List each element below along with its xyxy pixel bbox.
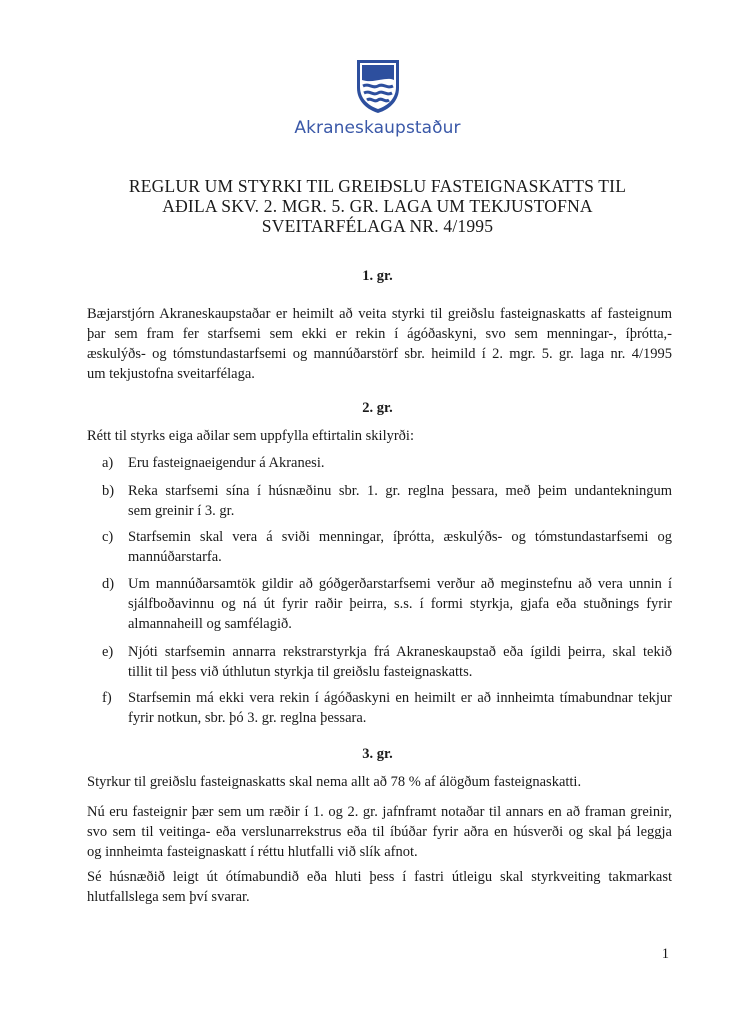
header-logo [0, 58, 755, 138]
text-line: Njóti starfsemin annarra rekstrarstyrkja frá Akraneskaupstað eða ígildi þeirra, skal tekið [128, 644, 672, 660]
list-item-text [128, 481, 672, 521]
text-line: mannúðarstarfa. [128, 549, 222, 565]
title-line: REGLUR UM STYRKI TIL GREIÐSLU FASTEIGNASKATTS TIL [128, 176, 627, 196]
text-line: tillit til þess við úthlutun styrkja til greiðslu fasteignaskatts. [128, 664, 473, 680]
text-line: Sé húsnæðið leigt út ótímabundið eða hluti þess í fastri útleigu skal styrkveiting takmarkast [87, 869, 672, 885]
list-marker: b) [102, 483, 115, 499]
section-2-heading: 2. gr. [362, 400, 393, 416]
list-item-text [128, 642, 672, 682]
list-marker: c) [102, 529, 114, 545]
org-name: Akraneskaupstaður [294, 118, 461, 138]
section-3-paragraph-3 [87, 867, 672, 907]
text-line: Starfsemin má ekki vera rekin í ágóðaskyni en heimilt er að innheimta tímabundnar tekjur [128, 690, 672, 706]
text-line: Nú eru fasteignir þær sem um ræðir í 1. og 2. gr. jafnframt notaðar til annars en að framan greinir, [87, 804, 672, 820]
text-line: svo sem til veitinga- eða verslunarrekstrus eða til íbúðar fyrir aðra en húsverði og skal þá leggja [87, 824, 672, 840]
text-line: þar sem fram fer starfsemi sem ekki er rekin í ágóðaskyni, svo sem menningar-, íþrótta,- [87, 326, 672, 342]
section-1-paragraph [87, 304, 672, 384]
title-line: SVEITARFÉLAGA NR. 4/1995 [261, 216, 494, 236]
document-title [100, 176, 655, 236]
text-line: sjálfboðavinnu og ná út fyrir raðir þeirra, s.s. í formi styrkja, gjafa eða stuðnings fyrir [128, 596, 672, 612]
title-line: AÐILA SKV. 2. MGR. 5. GR. LAGA UM TEKJUSTOFNA [162, 196, 593, 216]
list-marker: f) [102, 690, 112, 706]
text-line: Reka starfsemi sína í húsnæðinu sbr. 1. gr. reglna þessara, með þeim undantekningum [128, 483, 672, 499]
text-line: Um mannúðarsamtök gildir að góðgerðarstarfsemi verður að meginstefnu að vera unnin í [128, 576, 672, 592]
list-marker: a) [102, 455, 114, 471]
list-item-text [128, 453, 672, 473]
text-line: fyrir notkun, sbr. þó 3. gr. reglna þessara. [128, 710, 367, 726]
list-item-text [128, 688, 672, 728]
list-marker: d) [102, 576, 115, 592]
list-item-text [128, 574, 672, 634]
text-line: æskulýðs- og tómstundastarfsemi og mannúðarstörf sbr. heimild í 2. mgr. 5. gr. laga nr. 4/1995 [87, 346, 672, 362]
list-marker: e) [102, 644, 114, 660]
section-2-intro [87, 426, 672, 446]
list-item-text [128, 527, 672, 567]
text-line: Eru fasteignaeigendur á Akranesi. [128, 455, 325, 471]
text-line: sem greinir í 3. gr. [128, 503, 235, 519]
text-line: hlutfallslega sem því svarar. [87, 889, 250, 905]
section-3-heading: 3. gr. [362, 746, 393, 762]
akranes-coat-of-arms-icon [354, 58, 402, 114]
text-line: Bæjarstjórn Akraneskaupstaðar er heimilt að veita styrki til greiðslu fasteignaskatts af fasteignum [87, 306, 672, 322]
text-line: Styrkur til greiðslu fasteignaskatts skal nema allt að 78 % af álögðum fasteignaskatti. [87, 774, 582, 790]
text-line: og innheimta fasteignaskatt í réttu hlutfalli við slík afnot. [87, 844, 418, 860]
page-number: 1 [661, 946, 669, 962]
text-line: um tekjustofna sveitarfélaga. [87, 366, 255, 382]
section-3-paragraph-2 [87, 802, 672, 862]
text-line: Rétt til styrks eiga aðilar sem uppfylla eftirtalin skilyrði: [87, 428, 414, 444]
section-1-heading: 1. gr. [362, 268, 393, 284]
text-line: Starfsemin skal vera á sviði menningar, íþrótta, æskulýðs- og tómstundastarfsemi og [128, 529, 672, 545]
section-3-paragraph-1 [87, 772, 672, 792]
text-line: almannaheill og samfélagið. [128, 616, 292, 632]
